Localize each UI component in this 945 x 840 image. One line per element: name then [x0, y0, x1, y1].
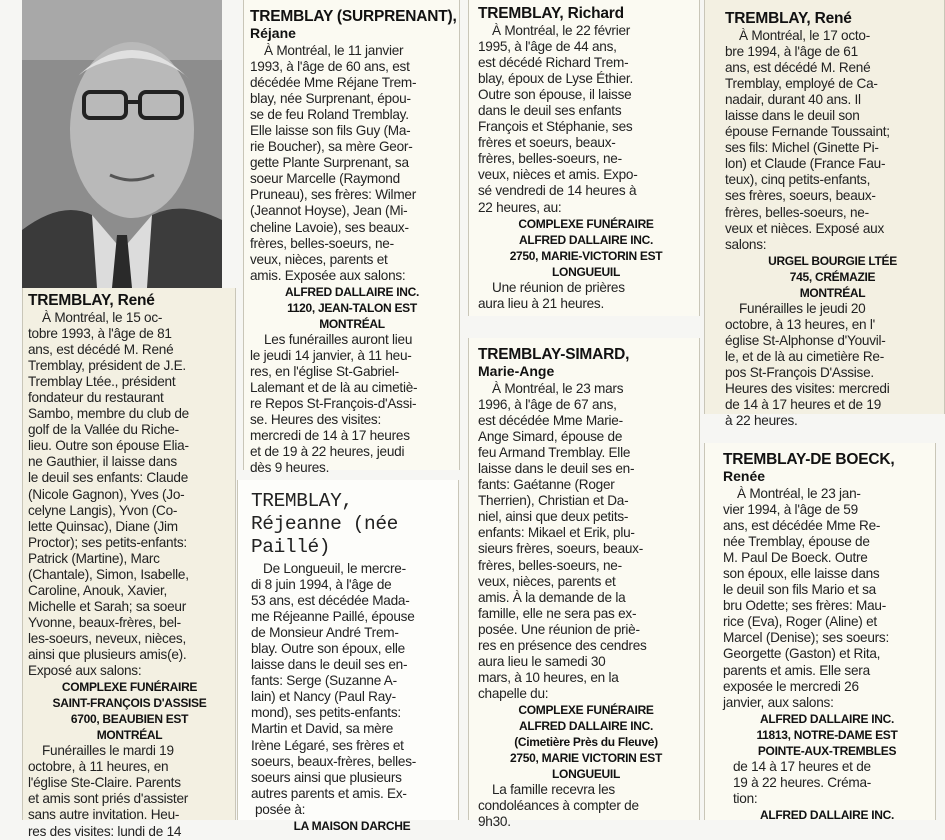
- text-line: res en présence des cendres: [478, 637, 647, 653]
- text-line: Les funérailles auront lieu: [264, 331, 413, 347]
- text-line: église St-Alphonse d'Youvil-: [725, 332, 886, 348]
- funeral-home-line: (Cimetière Près du Fleuve): [514, 735, 658, 750]
- text-line: 9h30.: [478, 814, 511, 830]
- text-line: 1995, à l'âge de 44 ans,: [478, 39, 617, 55]
- text-line: À Montréal, le 23 jan-: [737, 486, 861, 501]
- text-line: aura lieu à 21 heures.: [478, 295, 604, 311]
- text-line: dès 9 heures.: [250, 460, 330, 476]
- portrait-illustration: [22, 0, 222, 288]
- text-line: Exposé aux salons:: [28, 663, 142, 679]
- funeral-home-line: ALFRED DALLAIRE INC.: [519, 232, 653, 247]
- text-line: Heures des visites: mercredi: [725, 381, 890, 397]
- obituary-name: Marie-Ange: [478, 363, 555, 379]
- text-line: (Jeannot Hoyse), Jean (Mi-: [250, 203, 408, 219]
- text-line: veux, nièces et amis. Expo-: [478, 167, 638, 183]
- text-line: pos St-François D'Assise.: [725, 364, 874, 380]
- obituary-text: [28, 310, 231, 840]
- text-line: ainsi que plusieurs amis(e).: [28, 646, 187, 662]
- text-line: le deuil ses enfants: Claude: [28, 470, 189, 486]
- text-line: frères et soeurs, beaux-: [478, 135, 616, 151]
- text-line: Proctor); ses petits-enfants:: [28, 534, 187, 550]
- funeral-home-line: MONTRÉAL: [96, 728, 163, 743]
- text-line: et amis sont priés d'assister: [28, 791, 189, 807]
- funeral-home-line: COMPLEXE FUNÉRAIRE: [518, 216, 654, 231]
- obituary-text: [250, 43, 454, 476]
- text-line: salons:: [725, 236, 767, 252]
- funeral-home-line: LONGUEUIL: [552, 767, 620, 782]
- text-line: soeurs ainsi que plusieurs: [251, 769, 402, 785]
- text-line: Tremblay, président de J.E.: [28, 358, 186, 374]
- text-line: ans, est décédé M. René: [28, 342, 174, 358]
- text-line: À Montréal, le 15 oc-: [42, 310, 163, 325]
- text-line: l'église Ste-Claire. Parents: [28, 775, 181, 791]
- text-line: (Chantale), Simon, Isabelle,: [28, 566, 189, 582]
- obituary-title: TREMBLAY-SIMARD,: [478, 346, 630, 363]
- text-line: le, et de là au cimetière Re-: [725, 348, 884, 364]
- text-line: amis. À la demande de la: [478, 589, 626, 605]
- photo-rene-tremblay: [22, 0, 222, 288]
- text-line: ses fils: Michel (Ginette Pi-: [725, 140, 879, 156]
- text-line: soeur Marcelle (Raymond: [250, 171, 400, 187]
- text-line: di 8 juin 1994, à l'âge de: [251, 577, 392, 593]
- text-line: posée. Une réunion de priè-: [478, 621, 640, 637]
- obituary-marie-ange: [468, 338, 700, 830]
- text-line: exposée le mercredi 26: [723, 678, 859, 694]
- text-line: rie Boucher), sa mère Geor-: [250, 139, 413, 155]
- text-line: À Montréal, le 11 janvier: [264, 43, 404, 58]
- text-line: vier 1994, à l'âge de 59: [723, 502, 858, 518]
- text-line: nadair, durant 40 ans. Il: [725, 92, 861, 108]
- text-line: La famille recevra les: [492, 782, 615, 798]
- text-line: épouse Fernande Toussaint;: [725, 124, 890, 140]
- text-line: se. Heures des visites:: [250, 412, 381, 428]
- text-line: me Réjeanne Paillé, épouse: [251, 609, 415, 625]
- funeral-home-line: MONTRÉAL: [799, 285, 866, 300]
- text-line: et de 19 à 22 heures, jeudi: [250, 444, 405, 460]
- text-line: lette Quinsac), Diane (Jim: [28, 518, 178, 534]
- text-line: lon) et Claude (France Fau-: [725, 156, 886, 172]
- obituary-text: [251, 561, 453, 834]
- text-line: À Montréal, le 23 mars: [492, 381, 624, 396]
- funeral-home-line: 745, CRÉMAZIE: [789, 269, 876, 284]
- text-line: de Monsieur André Trem-: [251, 625, 399, 641]
- text-line: rice (Eva), Roger (Aline) et: [723, 614, 877, 630]
- text-line: bru Odette; ses frères: Mau-: [723, 598, 886, 614]
- text-line: tion:: [733, 790, 758, 806]
- funeral-home-line: ALFRED DALLAIRE INC.: [285, 284, 419, 299]
- text-line: se de feu Roland Tremblay.: [250, 107, 409, 123]
- text-line: François et Stéphanie, ses: [478, 119, 633, 135]
- text-line: mars, à 10 heures, en la: [478, 669, 619, 685]
- text-line: parents et amis. Elle sera: [723, 662, 870, 678]
- text-line: enfants: Mikael et Erik, plu-: [478, 525, 635, 541]
- funeral-home-line: POINTE-AUX-TREMBLES: [757, 743, 897, 758]
- text-line: Lalemant et de là au cimetiè-: [250, 379, 418, 395]
- text-line: janvier, aux salons:: [723, 694, 834, 710]
- text-line: Sambo, membre du club de: [28, 406, 189, 422]
- text-line: 22 heures, au:: [478, 199, 562, 215]
- obituary-rene-1994: [704, 0, 945, 429]
- text-line: chapelle du:: [478, 685, 549, 701]
- obituary-title: TREMBLAY,: [251, 490, 353, 512]
- text-line: fondateur du restaurant: [28, 390, 164, 406]
- text-line: fants: Serge (Suzanne A-: [251, 673, 397, 689]
- funeral-home-line: MONTRÉAL: [319, 316, 385, 331]
- text-line: sé vendredi de 14 heures à: [478, 183, 637, 199]
- text-line: ans, est décédée Mme Re-: [723, 518, 881, 534]
- obituary-title: TREMBLAY (SURPRENANT),: [250, 8, 457, 25]
- text-line: De Longueuil, le mercre-: [263, 561, 406, 576]
- text-line: teux), cinq petits-enfants,: [725, 172, 871, 188]
- text-line: famille, elle ne sera pas ex-: [478, 605, 637, 621]
- text-line: re Repos St-François-d'Assi-: [250, 396, 417, 412]
- text-line: soeurs, beaux-frères, belles-: [251, 753, 417, 769]
- text-line: blay, née Surprenant, épou-: [250, 91, 411, 107]
- text-line: est décédé Richard Trem-: [478, 55, 629, 71]
- text-line: ne Gauthier, il laisse dans: [28, 454, 177, 470]
- text-line: lain) et Nancy (Paul Ray-: [251, 689, 396, 705]
- text-line: lieu. Outre son épouse Elia-: [28, 438, 189, 454]
- text-line: gette Plante Surprenant, sa: [250, 155, 409, 171]
- text-line: tobre 1993, à l'âge de 81: [28, 326, 172, 342]
- text-line: sieurs frères, soeurs, beaux-: [478, 541, 644, 557]
- text-line: posée à:: [255, 801, 306, 817]
- text-line: feu Armand Tremblay. Elle: [478, 445, 631, 461]
- text-line: frères, belles-soeurs, ne-: [250, 235, 394, 251]
- obituary-text: [478, 381, 694, 830]
- text-line: Tremblay Ltée., président: [28, 374, 176, 390]
- text-line: blay. Outre son époux, elle: [251, 641, 405, 657]
- obituary-text: [723, 486, 931, 823]
- obituary-title: TREMBLAY, Richard: [478, 5, 624, 22]
- funeral-home-line: LA MAISON DARCHE: [293, 818, 411, 833]
- text-line: le deuil son fils Mario et sa: [723, 582, 876, 598]
- funeral-home-line: 11813, NOTRE-DAME EST: [756, 727, 898, 742]
- obituary-title-line: Paillé): [251, 536, 331, 558]
- funeral-home-line: 6700, BEAUBIEN EST: [70, 712, 189, 727]
- text-line: de 14 à 17 heures et de 19: [725, 397, 882, 413]
- text-line: laisse dans le deuil ses en-: [251, 657, 408, 673]
- text-line: ans, est décédé M. René: [725, 60, 871, 76]
- text-line: née Tremblay, épouse de: [723, 534, 870, 550]
- text-line: frères, belles-soeurs, ne-: [478, 557, 622, 573]
- text-line: ses frères, soeurs, beaux-: [725, 188, 876, 204]
- text-line: Elle laisse son fils Guy (Ma-: [250, 123, 411, 139]
- obituary-text: [478, 23, 694, 312]
- text-line: octobre, à 11 heures, en: [28, 759, 169, 775]
- text-line: amis. Exposée aux salons:: [250, 267, 406, 283]
- text-line: Funérailles le jeudi 20: [739, 300, 866, 316]
- text-line: 19 à 22 heures. Créma-: [733, 774, 872, 790]
- funeral-home-line: SAINT-FRANÇOIS D'ASSISE: [52, 696, 207, 711]
- obituary-text: [725, 28, 940, 429]
- text-line: laisse dans le deuil ses en-: [478, 461, 635, 477]
- text-line: Therrien), Christian et Da-: [478, 493, 629, 509]
- text-line: Funérailles le mardi 19: [42, 743, 174, 759]
- text-line: Martin et David, sa mère: [251, 721, 394, 737]
- funeral-home-line: 1120, JEAN-TALON EST: [287, 300, 417, 315]
- funeral-home-line: COMPLEXE FUNÉRAIRE: [518, 702, 654, 717]
- text-line: frères, belles-soeurs, ne-: [478, 151, 622, 167]
- text-line: sans autre invitation. Heu-: [28, 807, 180, 823]
- obituary-renee: [704, 443, 936, 820]
- text-line: Tremblay, employé de Ca-: [725, 76, 878, 92]
- text-line: décédée Mme Réjane Trem-: [250, 75, 417, 91]
- funeral-home-line: ALFRED DALLAIRE INC.: [760, 711, 894, 726]
- text-line: Michelle et Sarah; sa soeur: [28, 598, 186, 614]
- funeral-home-line: LONGUEUIL: [552, 264, 620, 279]
- text-line: Ange Simard, épouse de: [478, 429, 623, 445]
- text-line: condoléances à compter de: [478, 798, 639, 814]
- funeral-home-line: COMPLEXE FUNÉRAIRE: [61, 680, 198, 695]
- funeral-home-line: 2750, MARIE-VICTORIN EST: [509, 248, 663, 263]
- obituary-name: Réjane: [250, 25, 296, 41]
- text-line: Une réunion de prières: [492, 279, 625, 295]
- text-line: Caroline, Anouk, Xavier,: [28, 582, 168, 598]
- text-line: veux, nièces, parents et: [478, 573, 616, 589]
- text-line: aura lieu le samedi 30: [478, 653, 606, 669]
- text-line: les-soeurs, neveux, nièces,: [28, 630, 186, 646]
- text-line: veux, nièces, parents et: [250, 251, 388, 267]
- text-line: 1996, à l'âge de 67 ans,: [478, 397, 617, 413]
- text-line: (Nicole Gagnon), Yves (Jo-: [28, 486, 185, 502]
- text-line: Yvonne, beaux-frères, bel-: [28, 614, 181, 630]
- text-line: Outre son épouse, il laisse: [478, 87, 632, 103]
- obituary-rejane: [243, 0, 460, 476]
- text-line: Marcel (Denise); ses soeurs:: [723, 630, 889, 646]
- text-line: bre 1994, à l'âge de 61: [725, 44, 858, 60]
- obituary-name: Renée: [723, 468, 766, 484]
- text-line: de 14 à 17 heures et de: [733, 758, 871, 774]
- obituary-title: TREMBLAY, René: [28, 292, 155, 309]
- text-line: cheline Lavoie), ses beaux-: [250, 219, 409, 235]
- text-line: Georgette (Gaston) et Rita,: [723, 646, 881, 662]
- text-line: res, en l'église St-Gabriel-: [250, 363, 399, 379]
- text-line: le jeudi 14 janvier, à 11 heu-: [250, 347, 412, 363]
- text-line: veux et nièces. Exposé aux: [725, 220, 884, 236]
- funeral-home-line: 2750, MARIE VICTORIN EST: [510, 751, 662, 766]
- obituary-title: TREMBLAY-DE BOECK,: [723, 451, 895, 468]
- text-line: 53 ans, est décédée Mada-: [251, 593, 410, 609]
- obituary-rene-1993: [22, 288, 236, 839]
- text-line: À Montréal, le 22 février: [492, 23, 631, 38]
- text-line: autres parents et amis. Ex-: [251, 785, 407, 801]
- text-line: fants: Gaétanne (Roger: [478, 477, 615, 493]
- text-line: laisse dans le deuil son: [725, 108, 860, 124]
- funeral-home-line: URGEL BOURGIE LTÉE: [768, 253, 897, 268]
- obituary-richard: [468, 0, 700, 316]
- text-line: son époux, elle laisse dans: [723, 566, 880, 582]
- text-line: Pruneau), ses frères: Wilmer: [250, 187, 416, 203]
- text-line: Patrick (Martine), Marc: [28, 550, 160, 566]
- text-line: À Montréal, le 17 octo-: [739, 28, 871, 43]
- text-line: dans le deuil ses enfants: [478, 103, 622, 119]
- text-line: golf de la Vallée du Riche-: [28, 422, 179, 438]
- obituary-rejeanne: [237, 480, 459, 833]
- funeral-home-line: ALFRED DALLAIRE INC.: [760, 807, 894, 822]
- obituary-title: TREMBLAY, René: [725, 10, 852, 27]
- text-line: mond), ses petits-enfants:: [251, 705, 401, 721]
- text-line: blay, époux de Lyse Éthier.: [478, 71, 633, 87]
- text-line: mercredi de 14 à 17 heures: [250, 428, 410, 444]
- text-line: frères, belles-soeurs, ne-: [725, 204, 869, 220]
- text-line: à 22 heures.: [725, 413, 798, 429]
- text-line: M. Paul De Boeck. Outre: [723, 550, 868, 566]
- obituary-title-line: Réjeanne (née: [251, 513, 398, 535]
- text-line: niel, ainsi que deux petits-: [478, 509, 629, 525]
- text-line: res des visites: lundi de 14: [28, 823, 182, 839]
- text-line: celyne Langis), Yvon (Co-: [28, 502, 178, 518]
- text-line: Irène Légaré, ses frères et: [251, 737, 404, 753]
- text-line: 1993, à l'âge de 60 ans, est: [250, 59, 410, 75]
- text-line: est décédée Mme Marie-: [478, 413, 623, 429]
- funeral-home-line: ALFRED DALLAIRE INC.: [519, 718, 653, 733]
- text-line: octobre, à 13 heures, en l': [725, 316, 876, 332]
